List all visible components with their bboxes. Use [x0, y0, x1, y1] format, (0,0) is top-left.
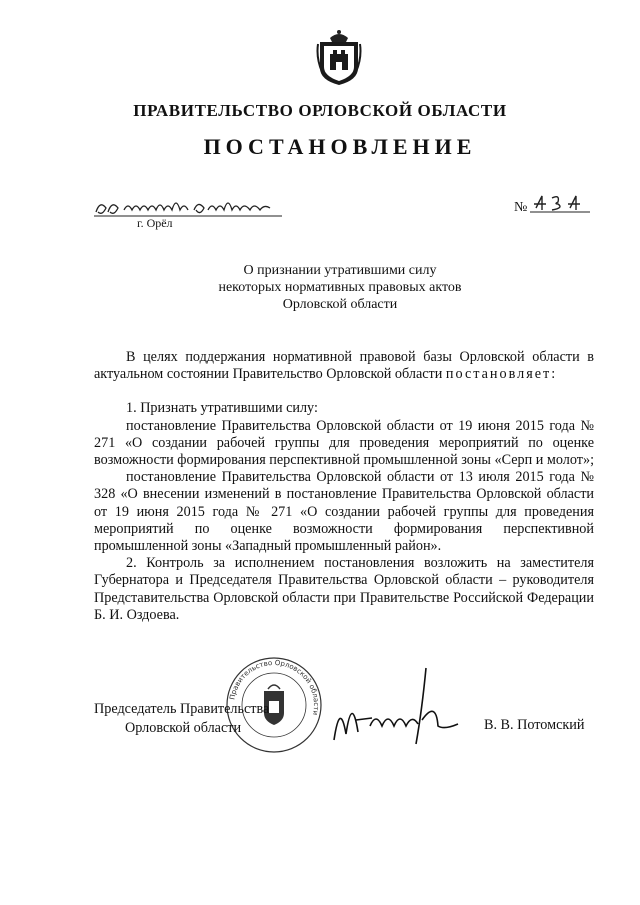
item-1-act-a: постановление Правительства Орловской области от 19 июня 2015 года № 271 «О создании рабочей группы для проведения мероприятий по оценке возможности формирования перспективной промышленной зоны «Серп и молот»;	[94, 417, 595, 469]
seal-text: Правительство Орловской области	[228, 658, 321, 716]
item-2-paragraph: 2. Контроль за исполнением постановления возложить на заместителя Губернатора и Председателя Правительства Орловской области – руководителя Представительства Орловской области при Правительстве Российской Федерации Б. И. Оздоева.	[94, 555, 594, 623]
coat-of-arms-emblem	[316, 28, 362, 86]
preamble-paragraph: В целях поддержания нормативной правовой базы Орловской области в актуальном состоянии Правительство Орловской области постановляет:	[94, 349, 594, 383]
subject-line-2: некоторых нормативных правовых актов	[218, 280, 462, 295]
handwritten-date	[94, 190, 284, 224]
organization-title: ПРАВИТЕЛЬСТВО ОРЛОВСКОЙ ОБЛАСТИ	[133, 101, 507, 120]
signatory-position-line-2: Орловской области	[125, 720, 242, 736]
handwritten-number	[530, 190, 592, 216]
signatory-position-line-1: Председатель Правительства	[94, 701, 270, 717]
document-type-title: ПОСТАНОВЛЕНИЕ	[203, 134, 477, 159]
decree-word: постановляет:	[445, 366, 558, 383]
document-body	[94, 349, 594, 624]
item-1-act-b: постановление Правительства Орловской области от 13 июля 2015 года № 328 «О внесении изменений в постановление Правительства Орловской области от 19 июня 2015 года № 271 «О создании рабочей группы для проведения мероприятий по оценке возможности формирования перспективной промышленной зоны «Западный промышленный район».	[94, 469, 594, 555]
city-label: г. Орёл	[137, 216, 173, 230]
number-label: №	[514, 200, 528, 215]
signatory-position	[94, 700, 269, 738]
subject-line-1: О признании утратившими силу	[243, 263, 437, 278]
handwritten-signature	[326, 660, 466, 750]
signatory-name: В. В. Потомский	[484, 717, 585, 733]
document-subject	[0, 262, 640, 313]
item-1-heading: 1. Признать утратившими силу:	[126, 400, 318, 417]
subject-line-3: Орловской области	[282, 297, 398, 312]
